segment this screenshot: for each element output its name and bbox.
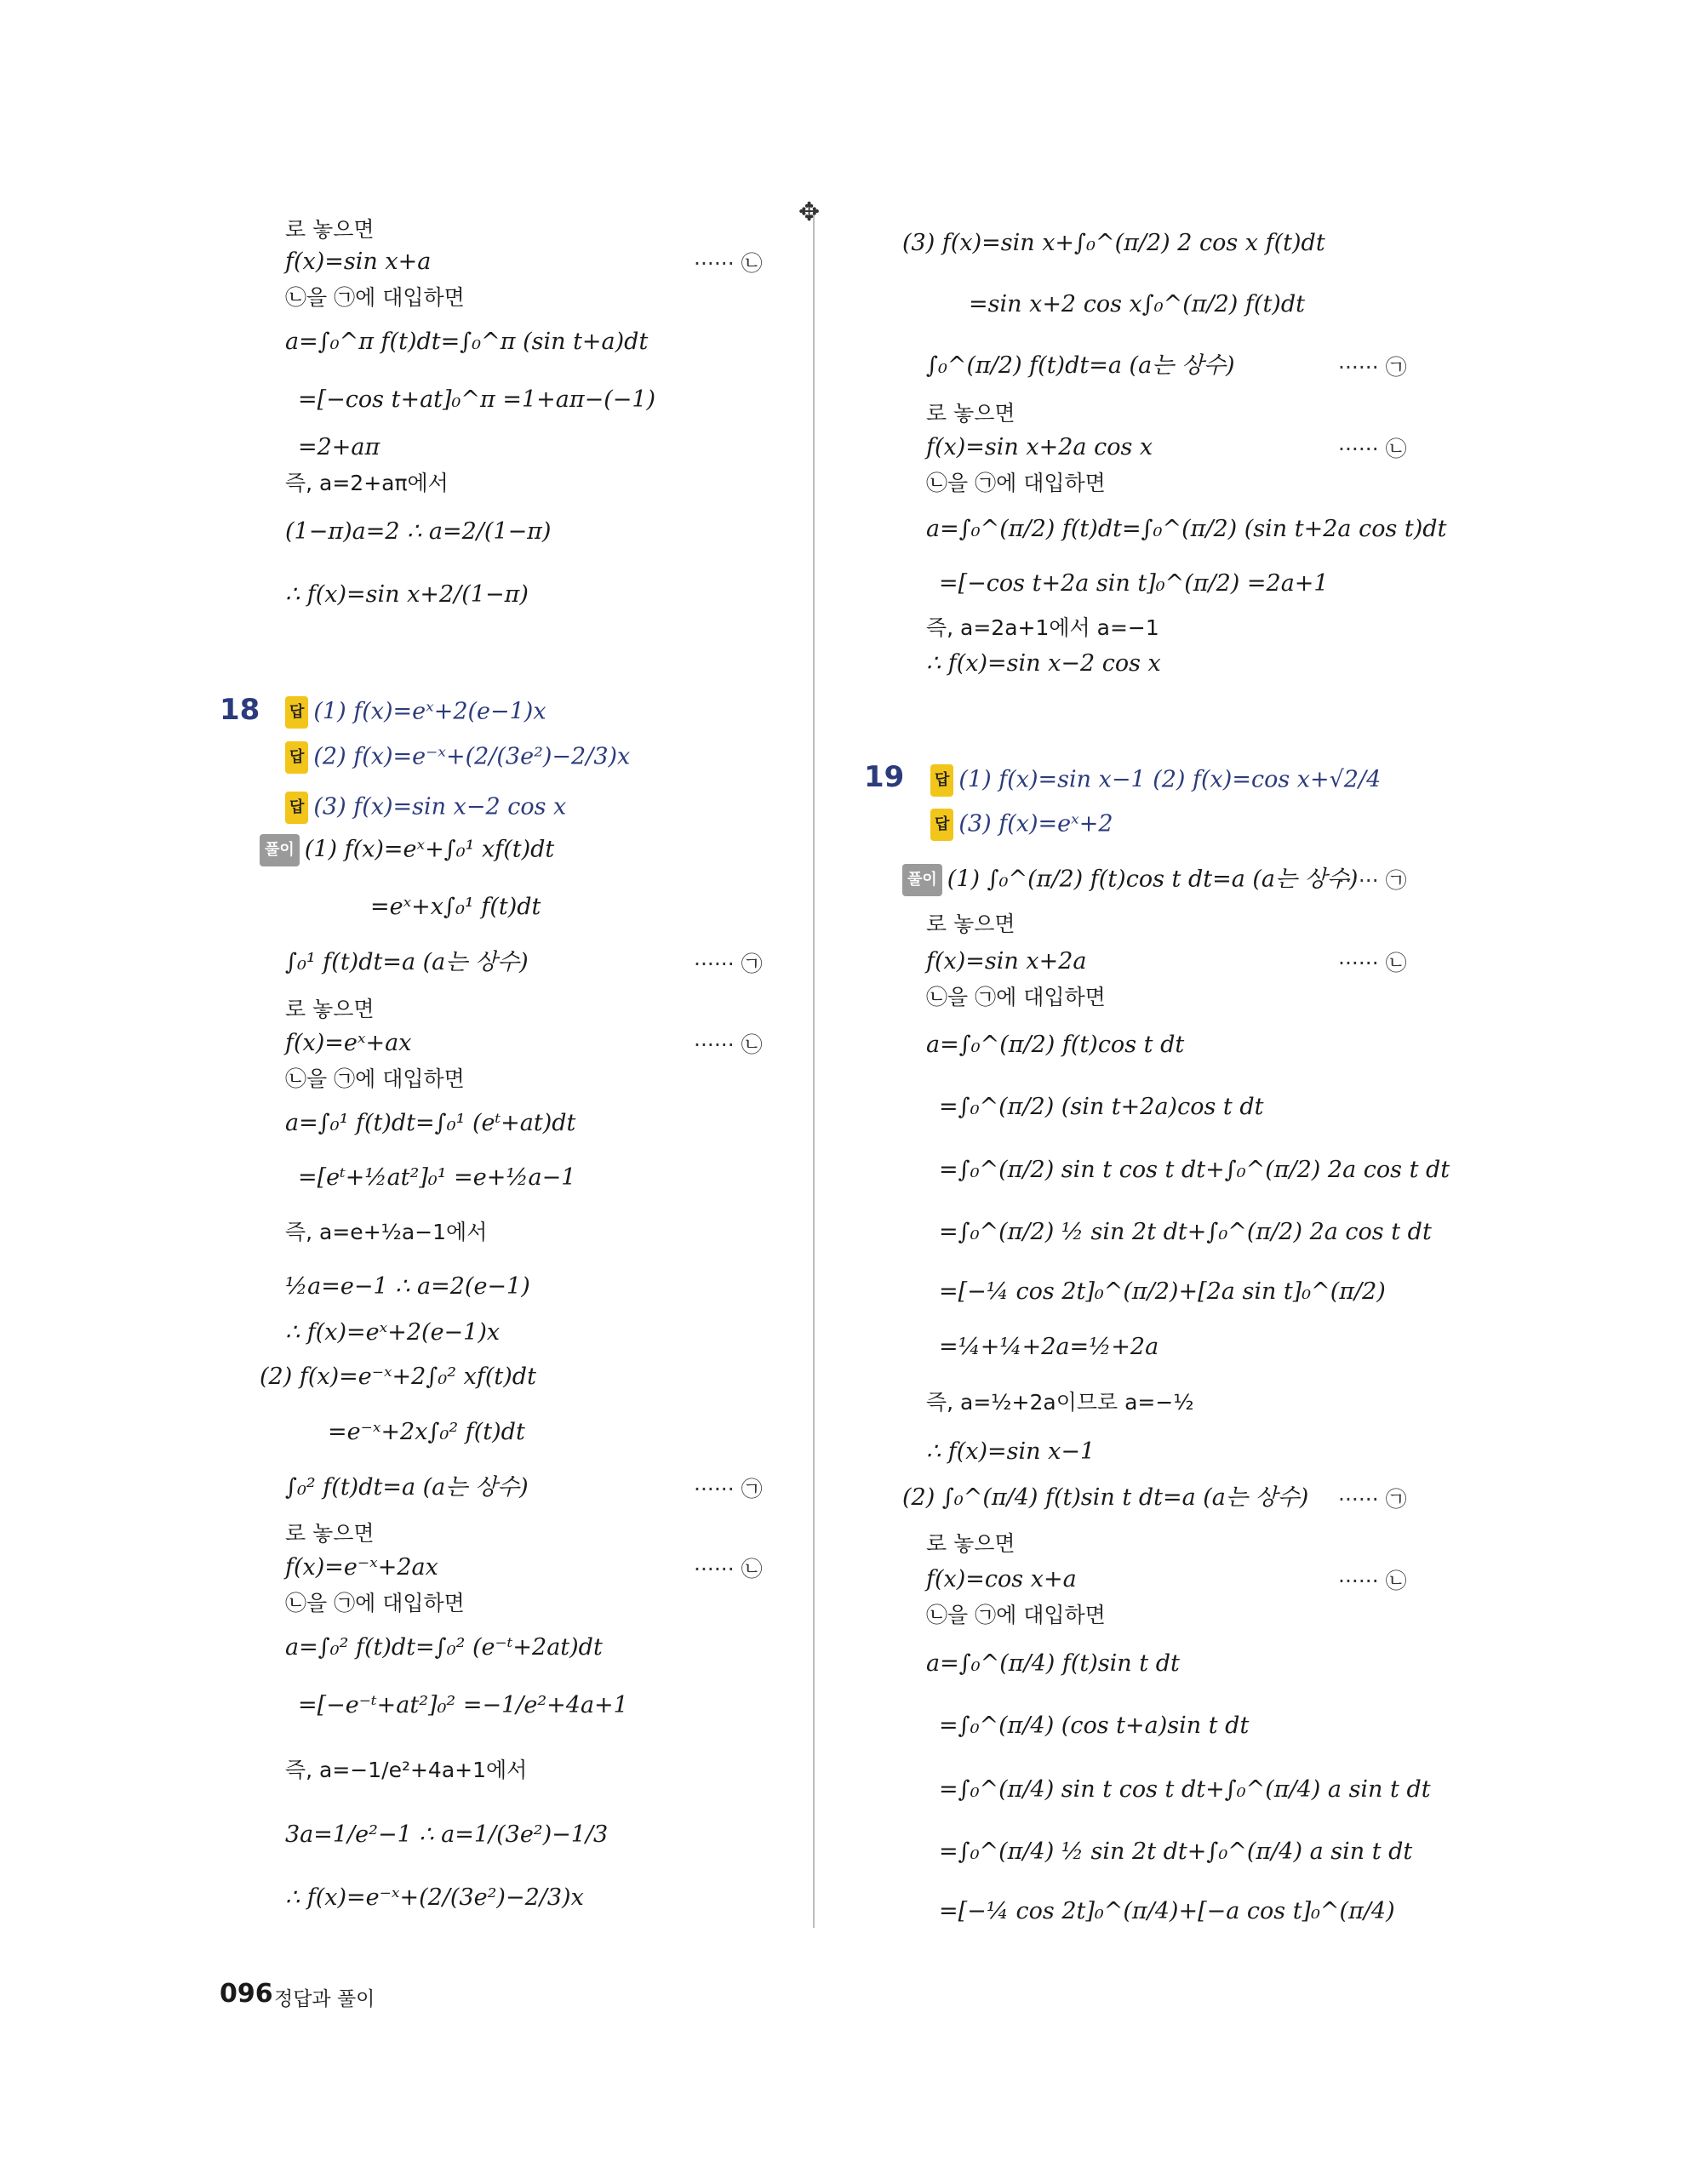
math-line: =2+aπ (298, 434, 380, 460)
equation-marker: ······ ㉠ (694, 952, 763, 976)
math-line: =e⁻ˣ+2x∫₀² f(t)dt (328, 1419, 525, 1445)
page-number: 096 (220, 1979, 273, 2009)
answer-line: 답 (2) f(x)=e⁻ˣ+(2/(3e²)−2/3)x (285, 741, 630, 774)
text-line: 즉, a=e+½a−1에서 (285, 1220, 488, 1244)
math-line: =∫₀^(π/4) sin t cos t dt+∫₀^(π/4) a sin t dt (939, 1776, 1431, 1803)
problem-number: 19 (864, 760, 905, 794)
text-line: ㉡을 ㉠에 대입하면 (285, 1066, 465, 1091)
math-line: a=∫₀¹ f(t)dt=∫₀¹ (eᵗ+at)dt (285, 1110, 576, 1136)
text-line: 로 놓으면 (285, 997, 375, 1021)
math-line: =∫₀^(π/2) (sin t+2a)cos t dt (939, 1094, 1264, 1120)
math-line: =[eᵗ+½at²]₀¹ =e+½a−1 (298, 1164, 576, 1191)
answer-line: 답 (3) f(x)=sin x−2 cos x (285, 792, 566, 824)
math-line: =∫₀^(π/4) (cos t+a)sin t dt (939, 1712, 1250, 1739)
equation-marker: ······ ㉡ (694, 251, 763, 276)
answer-line: 답 (3) f(x)=eˣ+2 (930, 809, 1113, 841)
column-divider (813, 213, 815, 1928)
math-line: ∴ f(x)=eˣ+2(e−1)x (285, 1319, 501, 1346)
text-line: 즉, a=2a+1에서 a=−1 (926, 615, 1159, 640)
math-line: f(x)=eˣ+ax (285, 1030, 412, 1056)
solution-line: 풀이 (1) ∫₀^(π/2) f(t)cos t dt=a (a는 상수) (902, 864, 1358, 896)
text-line: 로 놓으면 (926, 401, 1015, 426)
text-line: ㉡을 ㉠에 대입하면 (926, 471, 1106, 495)
solution-badge: 풀이 (902, 864, 942, 896)
footer-label: 정답과 풀이 (274, 1988, 375, 2010)
math-line: =¼+¼+2a=½+2a (939, 1334, 1159, 1360)
math-line: ∴ f(x)=sin x+2/(1−π) (285, 581, 529, 608)
math-line: f(x)=sin x+2a (926, 948, 1087, 975)
equation-marker: ······ ㉠ (1338, 355, 1407, 380)
sub-problem-line: (2) ∫₀^(π/4) f(t)sin t dt=a (a는 상수) (902, 1484, 1309, 1511)
answer-line: 답 (1) f(x)=eˣ+2(e−1)x (285, 696, 546, 729)
math-line: (1−π)a=2 ∴ a=2/(1−π) (285, 518, 552, 545)
answer-line: 답 (1) f(x)=sin x−1 (2) f(x)=cos x+√2/4 (930, 764, 1381, 797)
math-line: ½a=e−1 ∴ a=2(e−1) (285, 1273, 530, 1300)
answer-badge: 답 (930, 809, 953, 841)
answer-badge: 답 (285, 792, 308, 824)
math-line: ∫₀¹ f(t)dt=a (a는 상수) (285, 949, 529, 975)
math-line: 3a=1/e²−1 ∴ a=1/(3e²)−1/3 (285, 1821, 609, 1848)
math-line: =∫₀^(π/4) ½ sin 2t dt+∫₀^(π/4) a sin t dt (939, 1838, 1413, 1865)
equation-marker: ······ ㉠ (1338, 1487, 1407, 1512)
sub-problem-line: (3) f(x)=sin x+∫₀^(π/2) 2 cos x f(t)dt (902, 230, 1325, 256)
math-line: =eˣ+x∫₀¹ f(t)dt (370, 894, 541, 920)
math-line: a=∫₀^(π/2) f(t)dt=∫₀^(π/2) (sin t+2a cos t)dt (926, 516, 1447, 542)
text-line: ㉡을 ㉠에 대입하면 (926, 1603, 1106, 1627)
equation-marker: ······ ㉡ (1338, 1569, 1407, 1593)
math-line: f(x)=e⁻ˣ+2ax (285, 1554, 438, 1581)
equation-marker: ······ ㉠ (1338, 868, 1407, 893)
math-line: a=∫₀² f(t)dt=∫₀² (e⁻ᵗ+2at)dt (285, 1634, 603, 1661)
math-line: ∫₀² f(t)dt=a (a는 상수) (285, 1474, 529, 1501)
math-line: =[−e⁻ᵗ+at²]₀² =−1/e²+4a+1 (298, 1692, 628, 1718)
equation-marker: ······ ㉡ (1338, 437, 1407, 461)
math-line: =∫₀^(π/2) ½ sin 2t dt+∫₀^(π/2) 2a cos t dt (939, 1219, 1432, 1245)
text-line: 즉, a=−1/e²+4a+1에서 (285, 1758, 528, 1782)
math-line: ∴ f(x)=e⁻ˣ+(2/(3e²)−2/3)x (285, 1884, 584, 1911)
answer-badge: 답 (285, 696, 308, 729)
text-line: 즉, a=2+aπ에서 (285, 471, 449, 495)
answer-badge: 답 (930, 764, 953, 797)
math-line: a=∫₀^π f(t)dt=∫₀^π (sin t+a)dt (285, 329, 649, 355)
equation-marker: ······ ㉡ (1338, 951, 1407, 975)
text-line: 로 놓으면 (285, 217, 375, 242)
problem-number: 18 (220, 693, 260, 727)
math-line: =[−¼ cos 2t]₀^(π/2)+[2a sin t]₀^(π/2) (939, 1278, 1386, 1305)
math-line: =sin x+2 cos x∫₀^(π/2) f(t)dt (969, 291, 1305, 317)
math-line: =[−cos t+at]₀^π =1+aπ−(−1) (298, 386, 656, 413)
text-line: ㉡을 ㉠에 대입하면 (926, 985, 1106, 1009)
solution-line: 풀이 (1) f(x)=eˣ+∫₀¹ xf(t)dt (260, 834, 554, 866)
answer-badge: 답 (285, 741, 308, 774)
text-line: 로 놓으면 (926, 912, 1015, 936)
text-line: ㉡을 ㉠에 대입하면 (285, 1591, 465, 1615)
sub-problem-line: (2) f(x)=e⁻ˣ+2∫₀² xf(t)dt (260, 1364, 536, 1390)
math-line: a=∫₀^(π/4) f(t)sin t dt (926, 1650, 1180, 1677)
text-line: ㉡을 ㉠에 대입하면 (285, 285, 465, 310)
solution-badge: 풀이 (260, 834, 300, 866)
math-line: ∴ f(x)=sin x−1 (926, 1438, 1096, 1465)
math-line: f(x)=sin x+2a cos x (926, 434, 1153, 460)
math-line: a=∫₀^(π/2) f(t)cos t dt (926, 1032, 1185, 1058)
equation-marker: ······ ㉡ (694, 1032, 763, 1057)
math-line: f(x)=sin x+a (285, 249, 432, 275)
text-line: 로 놓으면 (926, 1531, 1015, 1556)
text-line: 로 놓으면 (285, 1521, 375, 1546)
math-line: ∫₀^(π/2) f(t)dt=a (a는 상수) (926, 352, 1235, 379)
math-line: ∴ f(x)=sin x−2 cos x (926, 650, 1161, 677)
equation-marker: ······ ㉡ (694, 1557, 763, 1581)
ornament-icon: ✥ (798, 197, 821, 227)
math-line: f(x)=cos x+a (926, 1566, 1077, 1592)
equation-marker: ······ ㉠ (694, 1477, 763, 1501)
math-line: =[−¼ cos 2t]₀^(π/4)+[−a cos t]₀^(π/4) (939, 1898, 1395, 1924)
math-line: =[−cos t+2a sin t]₀^(π/2) =2a+1 (939, 570, 1329, 597)
math-line: =∫₀^(π/2) sin t cos t dt+∫₀^(π/2) 2a cos t dt (939, 1157, 1450, 1183)
text-line: 즉, a=½+2a이므로 a=−½ (926, 1390, 1194, 1415)
